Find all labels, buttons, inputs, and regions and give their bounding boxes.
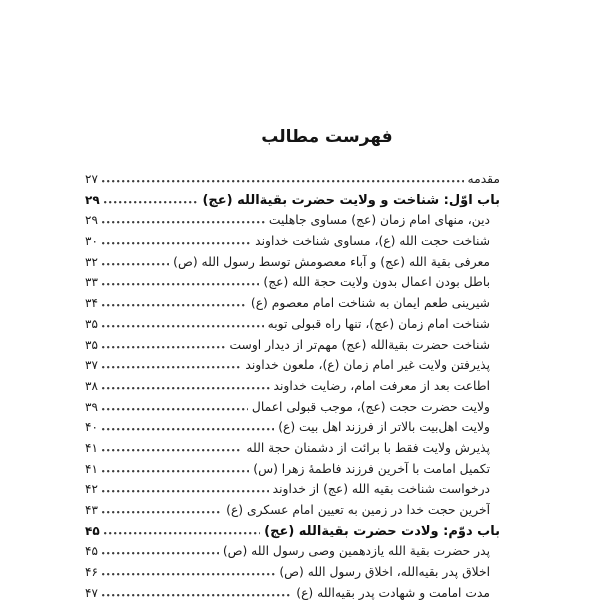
toc-leader-dots (104, 531, 260, 535)
toc-entry-page: ۳۳ (85, 275, 98, 290)
toc-entry-page: ۳۴ (85, 296, 98, 311)
toc-row (85, 541, 500, 562)
toc-leader-dots (102, 345, 226, 349)
toc-entry-title: تکمیل امامت با آخرین فرزند فاطمهٔ زهرا (س) (253, 461, 490, 476)
toc-entry-page: ۳۵ (85, 337, 98, 352)
toc-entry-title: آخرین حجت خدا در زمین به تعیین امام عسکری (ع) (226, 503, 490, 517)
toc-entry-page: ۴۰ (85, 420, 98, 435)
toc-leader-dots (102, 241, 251, 245)
toc-leader-dots (102, 179, 464, 183)
toc-entry-page: ۳۰ (85, 234, 98, 249)
toc-entry-title: باب دوّم: ولادت حضرت بقیة‌الله (عج) (264, 523, 500, 539)
toc-entry-title: پذیرش ولایت فقط با برائت از دشمنان حجة الله (246, 440, 490, 455)
toc-entry-page: ۲۷ (85, 172, 98, 186)
toc-leader-dots (102, 551, 219, 555)
toc-entry-page: ۴۲ (85, 482, 98, 497)
toc-leader-dots (102, 448, 243, 452)
toc-entry-page: ۴۵ (85, 523, 100, 538)
toc-row (85, 210, 500, 231)
toc-entry-title: پدر حضرت بقیة الله یازدهمین وصی رسول الله (ص) (222, 544, 490, 559)
toc-entry-title: شیرینی طعم ایمان به شناخت امام معصوم (ع) (250, 296, 490, 311)
toc-leader-dots (102, 489, 269, 493)
toc-entry-title: ولایت حضرت حجت (عج)، موجب قبولی اعمال (251, 399, 490, 414)
toc-leader-dots (104, 200, 199, 204)
toc-entry-title: درخواست شناخت بقیه الله (عج) از خداوند (272, 482, 490, 497)
toc-leader-dots (102, 510, 222, 514)
toc-leader-dots (102, 220, 265, 224)
toc-leader-dots (102, 282, 260, 286)
toc-entry-page: ۲۹ (85, 213, 98, 228)
page-title: فهرست مطالب (261, 127, 393, 147)
toc-entry-title: مدت امامت و شهادت پدر بقیه‌الله (ع) (296, 585, 490, 600)
toc-row (85, 190, 500, 211)
toc-entry-page: ۴۳ (85, 503, 98, 517)
toc-leader-dots (102, 324, 264, 328)
toc-entry-page: ۳۵ (85, 316, 98, 331)
toc-row (85, 521, 500, 542)
toc-entry-title: معرفی بقیة الله (عج) و آباء معصومش توسط رسول الله (ص) (173, 254, 490, 269)
toc-entry-title: شناخت حضرت بقیة‌الله (عج) مهم‌تر از دیدار اوست (229, 337, 490, 352)
toc-row (85, 169, 500, 190)
toc-leader-dots (102, 593, 292, 597)
toc-entry-title: شناخت حجت الله (ع)، مساوی شناخت خداوند (255, 234, 490, 249)
toc-entry-page: ۴۱ (85, 461, 98, 476)
toc-leader-dots (102, 303, 247, 307)
toc-row (85, 459, 500, 480)
toc-entry-page: ۲۹ (85, 192, 100, 207)
toc-entry-title: اطاعت بعد از معرفت امام، رضایت خداوند (273, 378, 490, 393)
toc-entry-title: پذیرفتن ولایت غیر امام زمان (ع)، ملعون خداوند (245, 358, 490, 373)
toc-row (85, 335, 500, 356)
toc-leader-dots (102, 572, 275, 576)
toc-entry-title: مقدمه (467, 172, 500, 186)
toc-entry-title: دین، منهای امام زمان (عج) مساوی جاهلیت (268, 213, 490, 228)
toc-leader-dots (102, 365, 242, 369)
toc-row (85, 500, 500, 521)
toc-row (85, 479, 500, 500)
toc-row (85, 231, 500, 252)
toc-row (85, 314, 500, 335)
toc-entry-page: ۴۵ (85, 544, 98, 559)
toc-entry-page: ۴۱ (85, 440, 98, 455)
toc-entry-page: ۴۷ (85, 585, 98, 600)
toc-row (85, 252, 500, 273)
toc-entry-title: باب اوّل: شناخت و ولایت حضرت بقیة‌الله (عج) (202, 192, 500, 208)
toc-leader-dots (102, 469, 249, 473)
toc-entry-title: شناخت امام زمان (عج)، تنها راه قبولی توبه (267, 316, 490, 331)
toc-row (85, 438, 500, 459)
toc-entry-page: ۳۷ (85, 358, 98, 373)
toc-row (85, 417, 500, 438)
toc-row (85, 562, 500, 583)
toc-row (85, 397, 500, 418)
toc-row (85, 376, 500, 397)
toc-entry-page: ۴۶ (85, 565, 98, 580)
toc-row (85, 293, 500, 314)
toc-leader-dots (102, 407, 248, 411)
toc-entry-title: اخلاق پدر بقیه‌الله، اخلاق رسول الله (ص) (279, 565, 490, 580)
toc-leader-dots (102, 262, 169, 266)
toc-row (85, 583, 500, 600)
toc-leader-dots (102, 386, 270, 390)
toc-entry-page: ۳۲ (85, 254, 98, 269)
toc-entry-page: ۳۹ (85, 399, 98, 414)
toc-entry-page: ۳۸ (85, 378, 98, 393)
toc-entry-title: باطل بودن اعمال بدون ولایت حجة الله (عج) (263, 275, 490, 290)
toc-entry-title: ولایت اهل‌بیت بالاتر از فرزند اهل بیت (ع) (278, 420, 490, 435)
toc-list (85, 169, 500, 600)
toc-leader-dots (102, 427, 274, 431)
toc-row (85, 355, 500, 376)
toc-row (85, 272, 500, 293)
